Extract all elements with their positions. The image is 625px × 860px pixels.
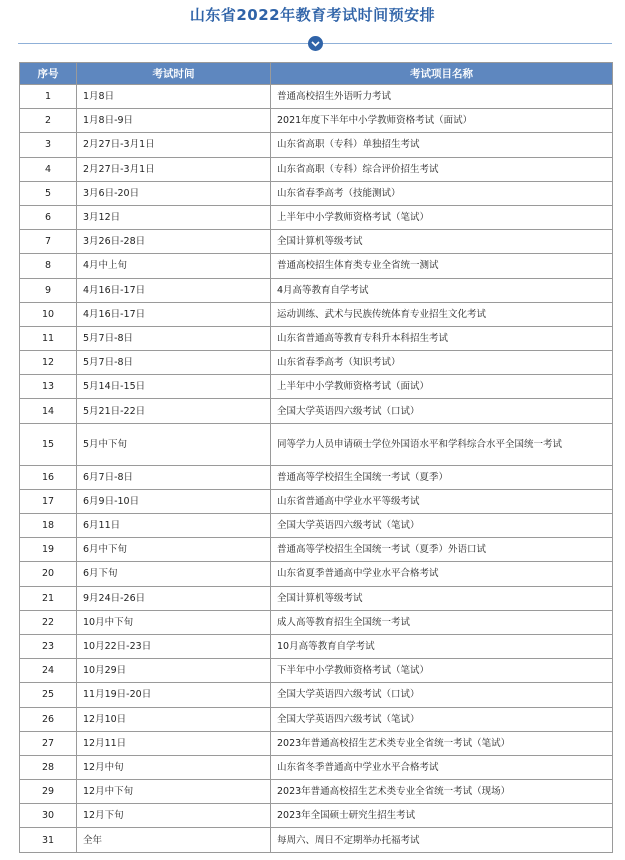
table-row bbox=[20, 423, 613, 465]
table-row bbox=[20, 109, 613, 133]
cell-index: 5 bbox=[20, 181, 77, 205]
cell-exam-name: 2021年度下半年中小学教师资格考试（面试） bbox=[271, 109, 613, 133]
table-row bbox=[20, 780, 613, 804]
cell-exam-name: 山东省春季高考（知识考试） bbox=[271, 351, 613, 375]
cell-index: 13 bbox=[20, 375, 77, 399]
cell-exam-name: 2023年全国硕士研究生招生考试 bbox=[271, 804, 613, 828]
header-exam-time: 考试时间 bbox=[77, 63, 271, 85]
table-row bbox=[20, 326, 613, 350]
cell-index: 6 bbox=[20, 205, 77, 229]
table-row bbox=[20, 755, 613, 779]
cell-exam-name: 普通高等学校招生全国统一考试（夏季）外语口试 bbox=[271, 538, 613, 562]
cell-exam-name: 全国大学英语四六级考试（笔试） bbox=[271, 514, 613, 538]
table-row bbox=[20, 230, 613, 254]
cell-exam-time: 10月22日-23日 bbox=[77, 634, 271, 658]
cell-index: 8 bbox=[20, 254, 77, 278]
cell-exam-time: 12月中旬 bbox=[77, 755, 271, 779]
cell-exam-time: 6月中下旬 bbox=[77, 538, 271, 562]
table-row bbox=[20, 181, 613, 205]
cell-exam-time: 3月26日-28日 bbox=[77, 230, 271, 254]
cell-index: 9 bbox=[20, 278, 77, 302]
cell-exam-name: 全国计算机等级考试 bbox=[271, 586, 613, 610]
cell-exam-name: 全国大学英语四六级考试（笔试） bbox=[271, 707, 613, 731]
cell-exam-time: 5月7日-8日 bbox=[77, 351, 271, 375]
cell-exam-time: 5月7日-8日 bbox=[77, 326, 271, 350]
header-exam-name: 考试项目名称 bbox=[271, 63, 613, 85]
cell-exam-name: 运动训练、武术与民族传统体育专业招生文化考试 bbox=[271, 302, 613, 326]
cell-exam-time: 1月8日-9日 bbox=[77, 109, 271, 133]
cell-exam-name: 山东省春季高考（技能测试） bbox=[271, 181, 613, 205]
table-row bbox=[20, 375, 613, 399]
cell-index: 12 bbox=[20, 351, 77, 375]
cell-exam-time: 3月6日-20日 bbox=[77, 181, 271, 205]
cell-index: 31 bbox=[20, 828, 77, 852]
cell-index: 25 bbox=[20, 683, 77, 707]
cell-index: 26 bbox=[20, 707, 77, 731]
table-row bbox=[20, 85, 613, 109]
cell-exam-time: 3月12日 bbox=[77, 205, 271, 229]
cell-exam-name: 山东省普通高等教育专科升本科招生考试 bbox=[271, 326, 613, 350]
cell-exam-name: 普通高校招生外语听力考试 bbox=[271, 85, 613, 109]
cell-exam-time: 9月24日-26日 bbox=[77, 586, 271, 610]
cell-index: 19 bbox=[20, 538, 77, 562]
cell-index: 16 bbox=[20, 465, 77, 489]
cell-exam-time: 11月19日-20日 bbox=[77, 683, 271, 707]
table-row bbox=[20, 133, 613, 157]
cell-index: 10 bbox=[20, 302, 77, 326]
table-row bbox=[20, 731, 613, 755]
cell-exam-name: 2023年普通高校招生艺术类专业全省统一考试（笔试） bbox=[271, 731, 613, 755]
cell-exam-name: 全国计算机等级考试 bbox=[271, 230, 613, 254]
cell-exam-name: 下半年中小学教师资格考试（笔试） bbox=[271, 659, 613, 683]
cell-exam-time: 5月21日-22日 bbox=[77, 399, 271, 423]
cell-index: 24 bbox=[20, 659, 77, 683]
table-row bbox=[20, 489, 613, 513]
expand-badge[interactable] bbox=[308, 36, 323, 51]
table-row bbox=[20, 351, 613, 375]
table-row bbox=[20, 157, 613, 181]
cell-exam-time: 10月29日 bbox=[77, 659, 271, 683]
cell-exam-name: 上半年中小学教师资格考试（笔试） bbox=[271, 205, 613, 229]
cell-index: 18 bbox=[20, 514, 77, 538]
cell-exam-time: 4月中上旬 bbox=[77, 254, 271, 278]
cell-index: 15 bbox=[20, 423, 77, 465]
cell-exam-name: 山东省高职（专科）单独招生考试 bbox=[271, 133, 613, 157]
cell-exam-name: 山东省高职（专科）综合评价招生考试 bbox=[271, 157, 613, 181]
exam-schedule-table bbox=[19, 62, 613, 853]
cell-index: 29 bbox=[20, 780, 77, 804]
header-index: 序号 bbox=[20, 63, 77, 85]
cell-exam-time: 5月中下旬 bbox=[77, 423, 271, 465]
cell-index: 20 bbox=[20, 562, 77, 586]
page-title: 山东省2022年教育考试时间预安排 bbox=[189, 6, 436, 24]
cell-index: 2 bbox=[20, 109, 77, 133]
cell-exam-time: 全年 bbox=[77, 828, 271, 852]
cell-exam-time: 6月7日-8日 bbox=[77, 465, 271, 489]
table-row bbox=[20, 465, 613, 489]
cell-index: 14 bbox=[20, 399, 77, 423]
cell-exam-time: 10月中下旬 bbox=[77, 610, 271, 634]
cell-exam-time: 5月14日-15日 bbox=[77, 375, 271, 399]
cell-exam-name: 全国大学英语四六级考试（口试） bbox=[271, 683, 613, 707]
table-row bbox=[20, 828, 613, 852]
table-row bbox=[20, 254, 613, 278]
cell-exam-name: 山东省冬季普通高中学业水平合格考试 bbox=[271, 755, 613, 779]
cell-exam-time: 4月16日-17日 bbox=[77, 278, 271, 302]
cell-exam-name: 2023年普通高校招生艺术类专业全省统一考试（现场） bbox=[271, 780, 613, 804]
cell-index: 28 bbox=[20, 755, 77, 779]
table-header-row bbox=[20, 63, 613, 85]
cell-index: 7 bbox=[20, 230, 77, 254]
cell-exam-name: 4月高等教育自学考试 bbox=[271, 278, 613, 302]
cell-exam-name: 普通高校招生体育类专业全省统一测试 bbox=[271, 254, 613, 278]
cell-exam-name: 同等学力人员申请硕士学位外国语水平和学科综合水平全国统一考试 bbox=[271, 423, 613, 465]
table-row bbox=[20, 205, 613, 229]
cell-index: 4 bbox=[20, 157, 77, 181]
cell-exam-time: 6月下旬 bbox=[77, 562, 271, 586]
cell-index: 21 bbox=[20, 586, 77, 610]
table-row bbox=[20, 399, 613, 423]
cell-index: 30 bbox=[20, 804, 77, 828]
cell-index: 17 bbox=[20, 489, 77, 513]
cell-exam-time: 1月8日 bbox=[77, 85, 271, 109]
table-row bbox=[20, 278, 613, 302]
table-row bbox=[20, 634, 613, 658]
table-row bbox=[20, 659, 613, 683]
table-row bbox=[20, 683, 613, 707]
table-row bbox=[20, 610, 613, 634]
cell-exam-time: 12月下旬 bbox=[77, 804, 271, 828]
cell-exam-name: 普通高等学校招生全国统一考试（夏季） bbox=[271, 465, 613, 489]
cell-exam-time: 2月27日-3月1日 bbox=[77, 157, 271, 181]
cell-index: 27 bbox=[20, 731, 77, 755]
cell-index: 1 bbox=[20, 85, 77, 109]
cell-exam-time: 12月11日 bbox=[77, 731, 271, 755]
cell-exam-time: 4月16日-17日 bbox=[77, 302, 271, 326]
cell-exam-name: 成人高等教育招生全国统一考试 bbox=[271, 610, 613, 634]
table-row bbox=[20, 302, 613, 326]
table-row bbox=[20, 707, 613, 731]
cell-index: 23 bbox=[20, 634, 77, 658]
chevron-down-icon bbox=[311, 41, 320, 47]
cell-exam-name: 山东省夏季普通高中学业水平合格考试 bbox=[271, 562, 613, 586]
table-row bbox=[20, 538, 613, 562]
cell-index: 3 bbox=[20, 133, 77, 157]
cell-exam-name: 山东省普通高中学业水平等级考试 bbox=[271, 489, 613, 513]
cell-index: 11 bbox=[20, 326, 77, 350]
table-row bbox=[20, 804, 613, 828]
cell-exam-name: 全国大学英语四六级考试（口试） bbox=[271, 399, 613, 423]
table-row bbox=[20, 514, 613, 538]
cell-exam-time: 12月中下旬 bbox=[77, 780, 271, 804]
cell-exam-name: 上半年中小学教师资格考试（面试） bbox=[271, 375, 613, 399]
cell-index: 22 bbox=[20, 610, 77, 634]
cell-exam-name: 每周六、周日不定期举办托福考试 bbox=[271, 828, 613, 852]
cell-exam-time: 2月27日-3月1日 bbox=[77, 133, 271, 157]
table-row bbox=[20, 562, 613, 586]
cell-exam-name: 10月高等教育自学考试 bbox=[271, 634, 613, 658]
table-row bbox=[20, 586, 613, 610]
cell-exam-time: 6月11日 bbox=[77, 514, 271, 538]
cell-exam-time: 12月10日 bbox=[77, 707, 271, 731]
cell-exam-time: 6月9日-10日 bbox=[77, 489, 271, 513]
